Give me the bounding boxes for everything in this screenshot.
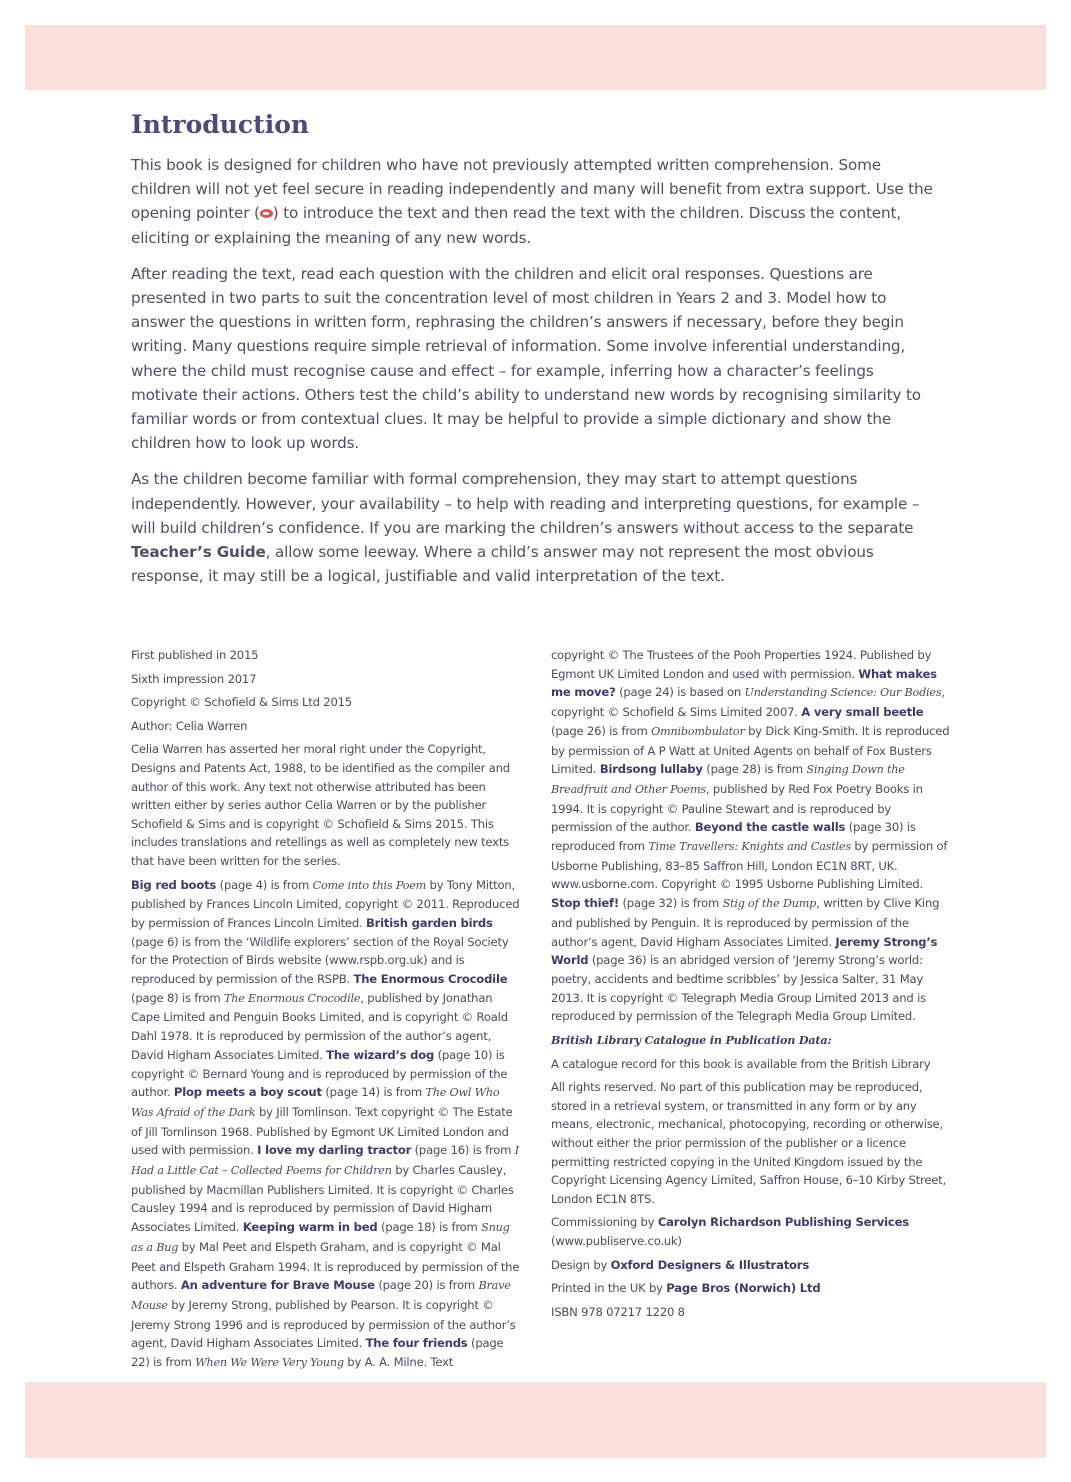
intro-paragraph-3: As the children become familiar with formal comprehension, they may start to attempt questions independently. However, your availability – to help with reading and interpreting questions, for example – will build children’s confidence. If you are marking the children’s answers without access to the separate Teacher’s Guide, allow some leeway. Where a child’s answer may not represent the most obvious response, it may still be a logical, justifiable and valid interpretation of the text.: [131, 470, 920, 586]
intro-section: [131, 110, 941, 600]
text-run: (page 22) is from: [131, 1336, 504, 1370]
impression: Sixth impression 2017: [131, 671, 257, 686]
text-title: British garden birds: [366, 915, 493, 930]
source-title: The Enormous Crocodile: [223, 991, 361, 1005]
source-title: Understanding Science: Our Bodies: [744, 686, 942, 700]
imprint-right-column: [551, 646, 951, 1326]
source-title: Singing Down the Breadfruit and Other Poems: [551, 763, 905, 796]
design-line: Design by Oxford Designers & Illustrators: [551, 1257, 810, 1272]
moral-rights: Celia Warren has asserted her moral right under the Copyright, Designs and Patents Act, 1988, to be identified as the compiler and author of this work. Any text not otherwise attributed has been written either by series author Celia Warren or by the publisher Schofield & Sims and is copyright © Schofield & Sims 2015. This includes translations and retellings as well as completely new texts that have been written for the series.: [131, 742, 510, 868]
bl-heading: British Library Catalogue in Publication Data:: [551, 1033, 832, 1048]
text-run: , copyright © Schofield & Sims Limited 2007.: [551, 685, 945, 720]
all-rights-reserved: All rights reserved. No part of this publication may be reproduced, stored in a retrieval system, or transmitted in any form or by any means, electronic, mechanical, photocopying, recording or otherwise, without either the prior permission of the publisher or a licence permitting restricted copying in the United Kingdom issued by the Copyright Licensing Agency Limited, Saffron House, 6–10 Kirby Street, London EC1N 8TS.: [551, 1080, 947, 1206]
text-title: Stop thief!: [551, 896, 619, 911]
text-run: by Charles Causley, published by Macmillan Publishers Limited. It is copyright © Charles Causley 1994 and is reproduced by permission of David Higham Associates Limited.: [131, 1163, 514, 1235]
teachers-guide-title: Teacher’s Guide: [131, 543, 266, 562]
text-run: (page 4) is from: [216, 877, 313, 892]
text-run: (page 32) is from: [618, 896, 723, 911]
text-title: The four friends: [365, 1336, 468, 1351]
text-run: by Mal Peet and Elspeth Graham, and is copyright © Mal Peet and Elspeth Graham 1994. It is reproduced by permission of the authors.: [131, 1239, 520, 1293]
text-run: (page 18) is from: [377, 1220, 482, 1235]
text-run: (page 16) is from: [411, 1143, 515, 1158]
text-run: (page 24) is based on: [615, 685, 745, 700]
text-run: (page 8) is from: [131, 990, 224, 1005]
text-run: , written by Clive King and published by Penguin. It is reproduced by permission of the author’s agent, David Higham Associates Limited.: [551, 896, 940, 949]
text-title: An adventure for Brave Mouse: [180, 1278, 375, 1293]
text-run: , published by Jonathan Cape Limited and Penguin Books Limited, and is copyright © Roald Dahl 1978. It is reproduced by permission of the author’s agent, David Higham Associates Limited.: [131, 990, 508, 1062]
text-run: , published by Red Fox Poetry Books in 1994. It is copyright © Pauline Stewart and is reproduced by permission of the author.: [551, 781, 923, 835]
isbn-line: ISBN 978 07217 1220 8: [551, 1304, 685, 1319]
source-title: Omnibombulator: [651, 724, 745, 738]
text-run: by A. A. Milne. Text: [343, 1355, 454, 1370]
author-line: Author: Celia Warren: [131, 718, 248, 733]
printed-line: Printed in the UK by Page Bros (Norwich) Ltd: [551, 1281, 821, 1296]
text-title: Jeremy Strong’s World: [551, 934, 938, 968]
text-title: Big red boots: [131, 877, 217, 892]
acknowledgements-left: [131, 876, 523, 1373]
text-title: Plop meets a boy scout: [173, 1085, 322, 1100]
source-title: The Owl Who Was Afraid of the Dark: [131, 1086, 500, 1119]
text-title: I love my darling tractor: [257, 1143, 412, 1158]
top-band: [25, 25, 1046, 90]
text-run: (page 6) is from the ‘Wildlife explorers’ section of the Royal Society for the Protection of Birds website (www.rspb.org.uk) and is reproduced by permission of the RSPB.: [131, 934, 509, 987]
text-title: A very small beetle: [801, 705, 924, 720]
text-title: Keeping warm in bed: [242, 1220, 378, 1235]
intro-paragraph-2: After reading the text, read each question with the children and elicit oral responses. Questions are presented in two parts to suit the concentration level of most children in Years 2 and 3. Model how to answer the questions in written form, rephrasing the children’s answers if necessary, before they begin writing. Many questions require simple retrieval of information. Some involve inferential understanding, where the child must recognise cause and effect – for example, inferring how a character’s feelings motivate their actions. Others test the child’s ability to understand new words by recognising similarity to familiar words or from contextual clues. It may be helpful to provide a simple dictionary and show the children how to look up words.: [131, 264, 921, 453]
bl-record: A catalogue record for this book is available from the British Library: [551, 1056, 931, 1071]
text-run: (page 28) is from: [702, 762, 807, 777]
text-run: (page 26) is from: [551, 723, 652, 738]
imprint-left-column: [131, 646, 523, 1378]
text-title: The wizard’s dog: [326, 1047, 435, 1062]
text-run: (page 20) is from: [374, 1278, 479, 1293]
source-title: Brave Mouse: [131, 1279, 511, 1312]
source-title: When We Were Very Young: [195, 1356, 344, 1370]
source-title: I Had a Little Cat – Collected Poems for Children: [131, 1144, 519, 1178]
text-title: What makes me move?: [551, 666, 937, 700]
text-run: by Tony Mitton, published by Frances Lincoln Limited, copyright © 2011. Reproduced by permission of Frances Lincoln Limited.: [131, 877, 520, 930]
source-title: Time Travellers: Knights and Castles: [648, 840, 851, 854]
text-title: Birdsong lullaby: [599, 762, 703, 777]
first-published: First published in 2015: [131, 648, 259, 662]
source-title: Come into this Poem: [312, 878, 427, 892]
text-run: by Dick King-Smith. It is reproduced by permission of A P Watt at United Agents on behalf of Fox Busters Limited.: [551, 723, 950, 777]
acknowledgements-right: [551, 646, 951, 1026]
text-run: copyright © The Trustees of the Pooh Properties 1924. Published by Egmont UK Limited London and used with permission.: [551, 648, 932, 681]
text-run: by permission of Usborne Publishing, 83–85 Saffron Hill, London EC1N 8RT, UK. www.usborne.com. Copyright © 1995 Usborne Publishing Limited.: [551, 839, 948, 892]
intro-paragraph-1: This book is designed for children who have not previously attempted written comprehension. Some children will not yet feel secure in reading independently and many will benefit from extra support. Use the opening pointer ( ) to introduce the text and then read the text with the children. Discuss the content, eliciting or explaining the meaning of any new words.: [131, 156, 933, 247]
page-title: Introduction: [131, 110, 310, 139]
text-run: by Jill Tomlinson. Text copyright © The Estate of Jill Tomlinson 1968. Published by Egmont UK Limited London and used with permission.: [131, 1104, 513, 1158]
opening-pointer-icon: [260, 209, 273, 218]
commissioning-line: Commissioning by Carolyn Richardson Publishing Services (www.publiserve.co.uk): [551, 1215, 909, 1248]
text-run: by Jeremy Strong, published by Pearson. It is copyright © Jeremy Strong 1996 and is reproduced by permission of the author’s agent, David Higham Associates Limited.: [131, 1298, 516, 1351]
text-run: (page 10) is copyright © Bernard Young and is reproduced by permission of the author.: [131, 1047, 508, 1100]
source-title: Stig of the Dump: [722, 897, 817, 911]
bottom-band: [25, 1382, 1046, 1458]
source-title: Snug as a Bug: [131, 1221, 510, 1254]
text-title: The Enormous Crocodile: [353, 972, 508, 987]
text-run: (page 36) is an abridged version of ‘Jeremy Strong’s world: poetry, accidents and bedtime scribbles’ by Jessica Salter, 31 May 2013. It is copyright © Telegraph Media Group Limited 2013 and is reproduced by permission of the Telegraph Media Group Limited.: [551, 953, 926, 1024]
text-run: (page 30) is reproduced from: [551, 820, 916, 854]
copyright-line: Copyright © Schofield & Sims Ltd 2015: [131, 695, 352, 710]
text-title: Beyond the castle walls: [694, 820, 846, 835]
text-run: (page 14) is from: [321, 1085, 426, 1100]
